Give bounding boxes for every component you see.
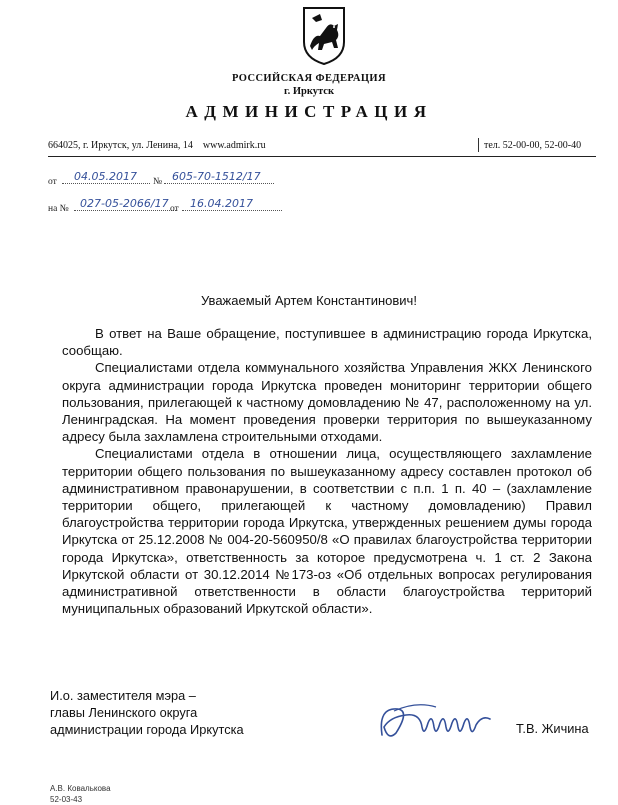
letter-body — [62, 325, 592, 617]
irkutsk-coat-of-arms-emblem — [300, 6, 348, 66]
paragraph: В ответ на Ваше обращение, поступившее в администрацию города Иркутска, сообщаю. — [62, 326, 592, 359]
paragraph: Специалистами отдела в отношении лица, осуществляющего захламление территории общего пользования по вышеуказанному адресу составлен протокол об административном правонарушении, в соответствии с п.п. 1 п. 40 – (захламление территории общего, прилегающей к частному домовладению) Правил благоустройства территории города Иркутска, утвержденных решением думы города Иркутска от 25.12.2008 № 004-20-560950/8 «О правилах благоустройства территории города Иркутска», ответственность за которое предусмотрена ч. 1 ст. 2 Закона Иркутской области от 30.12.2014 №173-оз «Об отдельных вопросах регулирования административной ответственности в области благоустройства территорий муниципальных образований Иркутской области». — [62, 446, 592, 617]
organization-title: АДМИНИСТРАЦИЯ — [185, 102, 433, 121]
country-name: РОССИЙСКАЯ ФЕДЕРАЦИЯ — [232, 73, 386, 84]
position-line: главы Ленинского округа — [50, 705, 198, 720]
executor-phone: 52-03-43 — [50, 795, 83, 804]
executor-info — [50, 783, 111, 805]
handwritten-signature — [376, 697, 494, 747]
outgoing-number: 605-70-1512/17 — [172, 170, 261, 183]
reference-label: на № — [48, 204, 69, 214]
postal-address — [48, 140, 266, 151]
address-text: 664025, г. Иркутск, ул. Ленина, 14 — [48, 140, 193, 151]
paragraph: Специалистами отдела коммунального хозяйства Управления ЖКХ Ленинского округа администрации города Иркутска проведен мониторинг территории общего пользования, прилегающей к частному домовладению № 47, расположенному на ул. Ленинградская. На момент проведения проверки территория по вышеуказанному адресу была захламлена строительными отходами. — [62, 360, 592, 445]
phone-numbers: тел. 52-00-00, 52-00-40 — [484, 140, 582, 151]
signer-name: Т.В. Жичина — [516, 721, 589, 736]
position-line: И.о. заместителя мэра – — [50, 688, 196, 703]
outgoing-date: 04.05.2017 — [74, 170, 137, 183]
website-link[interactable]: www.admirk.ru — [202, 140, 266, 151]
phone-bracket — [478, 138, 479, 152]
number-label: № — [153, 177, 163, 187]
city-name: г. Иркутск — [284, 86, 334, 97]
signatory-position — [50, 687, 244, 738]
date-label: от — [48, 177, 57, 187]
letterhead-divider — [48, 156, 596, 157]
reference-date-label: от — [170, 204, 179, 214]
executor-name: А.В. Ковалькова — [50, 784, 111, 793]
reference-number: 027-05-2066/17 — [80, 197, 169, 210]
reference-date: 16.04.2017 — [190, 197, 253, 210]
salutation: Уважаемый Артем Константинович! — [201, 293, 417, 308]
position-line: администрации города Иркутска — [50, 722, 244, 737]
